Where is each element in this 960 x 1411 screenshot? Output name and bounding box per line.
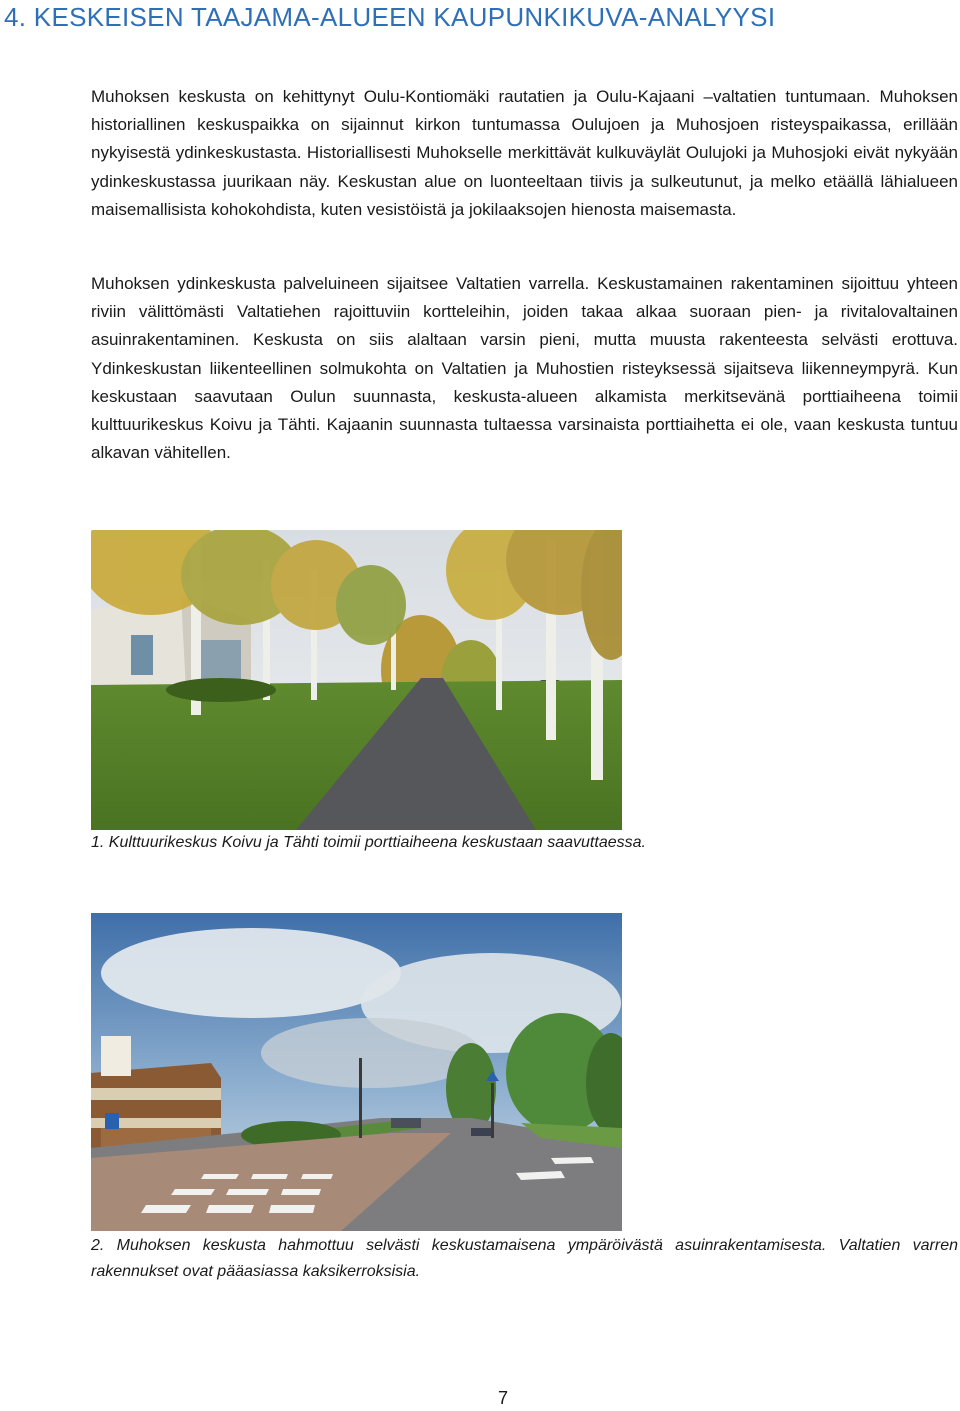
body-paragraph-1: Muhoksen keskusta on kehittynyt Oulu-Kontiomäki rautatien ja Oulu-Kajaani –valtatien tuntumaan. Muhoksen historiallinen keskuspaikka on sijainnut kirkon tuntumassa Oulujoen ja Muhosjoen risteyspaikassa, erillään nykyisestä ydinkeskustasta. Historiallisesti Muhokselle merkittävät kulkuväylät Oulujoki ja Muhosjoki eivät nykyään ydinkeskustassa juurikaan näy. Keskustan alue on luonteeltaan tiivis ja sulkeutunut, ja melko etäällä lähialueen maisemallisista kohokohdista, kuten vesistöistä ja jokilaaksojen hienosta maisemasta. (91, 87, 958, 219)
body-paragraph-2: Muhoksen ydinkeskusta palveluineen sijaitsee Valtatien varrella. Keskustamainen rakentaminen sijoittuu yhteen riviin välittömästi Valtatiehen rajoittuviin kortteleihin, joiden takaa alkaa suoraan pien- ja rivitalovaltainen asuinrakentaminen. Keskusta on siis alaltaan varsin pieni, mutta muusta rakenteesta selvästi erottuva. Ydinkeskustan liikenteellinen solmukohta on Valtatien ja Muhostien risteyksessä sijaitseva liikenneympyrä. Kun keskustaan saavutaan Oulun suunnasta, keskusta-alueen alkamista merkitsevänä porttiaiheena toimii kulttuurikeskus Koivu ja Tähti. Kajaanin suunnasta tultaessa varsinaista porttiaihetta ei ole, vaan keskusta tuntuu alkavan vähitellen. (91, 274, 958, 463)
photo-birch-lined-path (91, 530, 622, 830)
page-number: 7 (497, 1388, 508, 1408)
photo-town-centre-crossing (91, 913, 622, 1231)
figure-caption-1: 1. Kulttuurikeskus Koivu ja Tähti toimii porttiaiheena keskustaan saavuttaessa. (91, 834, 646, 851)
section-heading: 4. KESKEISEN TAAJAMA-ALUEEN KAUPUNKIKUVA-ANALYYSI (4, 2, 776, 32)
figure-caption-2: 2. Muhoksen keskusta hahmottuu selvästi keskustamaisena ympäröivästä asuinrakentamisesta. Valtatien varren rakennukset ovat pääasiassa kaksikerroksisia. (91, 1237, 958, 1280)
